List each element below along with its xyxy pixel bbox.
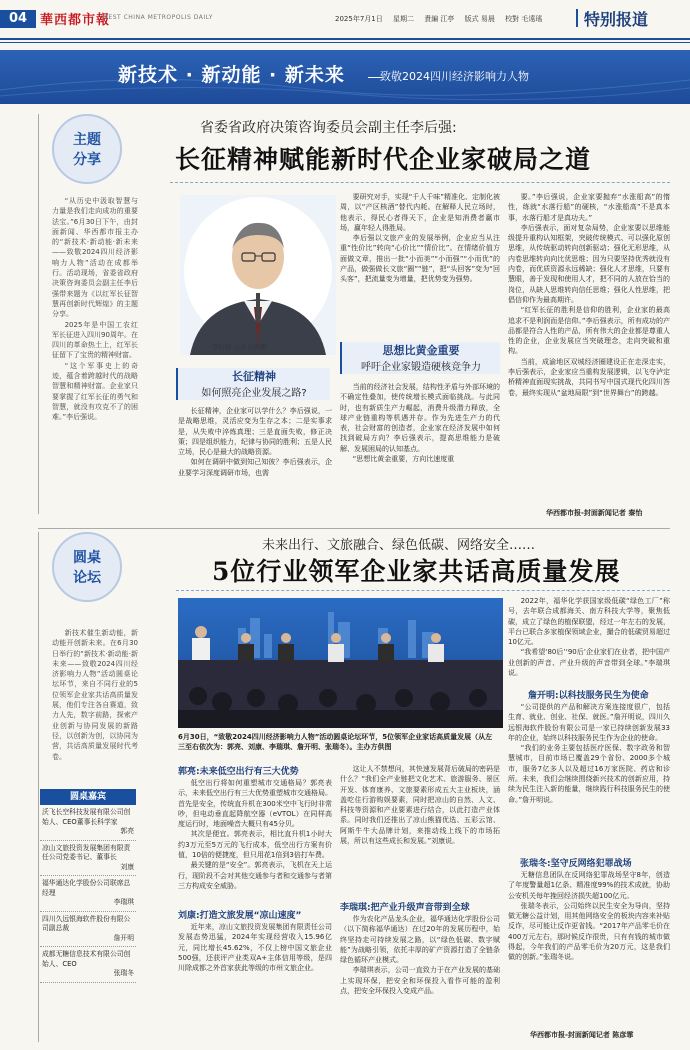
subhead-box-2 (340, 342, 500, 374)
section-heading-1: 郭亮:未来低空出行有三大优势 (178, 767, 299, 777)
guest-name: 张瑞冬 (113, 969, 134, 977)
section-body-3 (340, 914, 500, 1042)
forum-badge-line1: 圆桌 (73, 550, 101, 566)
topic-badge-line2: 分享 (73, 152, 101, 168)
intro-paragraph: “从历史中汲取智慧与力量是我们走向成功的重要法宝。”6月30日下午，由封面新闻、华西都市报主办的“新技术·新动能·新未来——致敬2024四川经济影响力人物”活动在成都举行。活动现场，省委省政府决策咨询委员会副主任李后强带来题为《以红军长征智慧再创新时代辉煌》的主题分享。 (52, 197, 138, 319)
body-paragraph: 近年来，凉山文旅投资发展集团有限责任公司发展态势迅猛，2024年实现经营收入15.96亿元，同比增长45.62%，不仅上榜中国文旅企业500强，还获评产业类双A+主体信用等级，是四川除成都之外首家获此等级的市州文旅企业。 (178, 923, 332, 973)
article2-credit: 华西都市报-封面新闻记者 陈彦霏 (530, 1031, 634, 1039)
guest-org: 凉山文旅投资发展集团有限责任公司党委书记、董事长 (42, 843, 131, 861)
theme-banner (0, 50, 690, 104)
guest-item (40, 947, 136, 983)
body-paragraph: 当前的经济社会发展，结构性矛盾与外部环境的不确定性叠加，使传统增长模式面临挑战。与此同时，也有新质生产力崛起，消费升级潜力释放，全球产业链重构等机遇并存。作为先进生产力的代表，社会财富的创造者，企业家在经济发展中如何找到破局方向？李后强表示，提高思维能力是破解、发展困局的认知基点。 (340, 383, 500, 453)
guest-org: 福华通达化学股份公司联席总经理 (42, 879, 131, 897)
body-paragraph: 李瑞琪表示，公司一直致力于在产业发展的基础上实现环保，把安全和环保投入看作可能的盈利点，把安全环保投入变成产品。 (340, 966, 500, 996)
left-rule (38, 114, 39, 514)
guest-item (40, 876, 136, 912)
body-paragraph: 李后强表示，面对复杂局势，企业家要以思维能级提升重构认知框架，突破传统模式、可以强化原创思维，从传统驱动转向创新驱动；强化无形思维，从内卷思维转向向比优思维；因为只要坚持优秀就没有内卷，而优质资源永远稀缺；强化人才思维，只要有慧眼，善于发现和使用人才，把不同的人放在恰当的岗位，从缺人思维转向信任思维；强化人性思维，把倡信仰作为最高期许。 (508, 223, 670, 304)
section-title: 特别报道 (584, 10, 649, 29)
header-editor: 責編 江亭 (424, 15, 455, 23)
header-design: 版式 易晨 (464, 15, 495, 23)
article2-title: 5位行业领军企业家共话高质量发展 (212, 557, 621, 586)
guest-org: 四川久远银海软件股份有限公司副总裁 (42, 914, 131, 932)
section-body-5 (508, 870, 670, 1020)
topic-badge-line1: 主题 (73, 132, 101, 148)
portrait-caption: 李后强 主办方供图 (212, 343, 267, 351)
body-paragraph: 要研究对手，实现“千人千味”精准化、定制化被周，以“产区核酒”替代内耗。在解释人民立场时，他表示，得民心者得天下，企业是知消费者赢市场，赢年轻人得胜局。 (340, 193, 500, 232)
guest-list-title: 圆桌嘉宾 (40, 789, 136, 805)
header-rule (0, 38, 690, 40)
section-divider (576, 9, 578, 27)
topic-badge (52, 114, 122, 184)
article1-col3b (340, 382, 500, 522)
body-paragraph: “公司提供的产品和解决方案连接度很广，包括生育、就业、创业、社保、就医。”詹开明说，四川久远银海软件股份有限公司是一家已持续创新发展33年的企业，始终以科技服务民生作为企业的使命。 (508, 703, 670, 742)
page-number: 04 (0, 10, 36, 28)
section-body-2-cont (340, 764, 500, 896)
article1-intro (52, 196, 138, 520)
forum-badge-line2: 论坛 (73, 570, 101, 586)
header-date: 2025年7月1日 (335, 15, 383, 23)
body-paragraph: 当前，成渝地区双城经济圈建设正在走深走实，李后强表示，企业家应当重构发展逻辑，以飞夺泸定桥精神直面现实挑战，共同书写中国式现代化四川答卷，最终实现从“盆地局限”到“世界舞台”的跨越。 (508, 357, 670, 397)
guest-org: 成都无糖信息技术有限公司创始人、CEO (42, 950, 131, 968)
body-paragraph: 其次是便宜。郭亮表示，相比直升机1小时大约3万元至5万元的飞行成本，低空出行方案有价值，10倍的便捷度，但只用花1倍到3倍打车费。 (178, 830, 332, 860)
banner-pattern (0, 50, 690, 104)
body-paragraph: 无糖信息团队在反网络犯罪战场坚守8年，创造了年度警量超1亿条、精准度99%的技术成就，协助公安机关每年挽回经济损失超100亿元。 (508, 871, 670, 900)
guest-name: 郭亮 (120, 827, 134, 835)
forum-photo-caption: 6月30日，“致敬2024四川经济影响力人物”活动圆桌论坛环节，5位领军企业家话高质量发展（从左三至右依次为：郭亮、刘康、李瑞琪、詹开明、张瑞冬）。主办方供图 (178, 733, 493, 751)
forum-illustration (178, 598, 503, 728)
newspaper-logo-en: WEST CHINA METROPOLIS DAILY (102, 14, 213, 21)
body-paragraph: “我们的业务主要包括医疗医保、数字政务和智慧城市，目前市场已覆盖29个省份、2000多个城市，服务7亿多人以及超过16万家医院、药店和诊所。未来，我们会继续围绕新兴技术的创新应用，持续为民生注入新的能量，继续践行科技服务民生的使命。”詹开明说。 (508, 744, 670, 804)
body-paragraph: 这让人不禁想问，其快速发展背后破局的密码是什么？“我们全产业链把文化艺术、旅游服务、景区开发、体育康养、文旅要素形成五大主业板块，涵盖吃住行游购娱要素，同时把凉山的自然、人文、科技等资源和产业要素进行结合，以此打造产业体系。同时我们还推出了凉山熊猫优选、五彩云馆、阿斯牛牛大品牌计划，来推动线上线下的市场拓展，所以有这些成长和发展。”刘康说。 (340, 765, 500, 846)
header-meta (335, 14, 550, 24)
header-rule-thin (0, 42, 690, 43)
body-paragraph: 长征精神，企业家可以学什么？李后强说，一是战略思维，灵活应变为生存之本；二是实事求是，从失败中淬炼真理；三是直面失败，修正决策；四是组织能力，纪律与协同的胜利；五是人民立场，民心是最大的战略资源。 (178, 407, 332, 457)
section-heading-2: 刘康:打造文旅发展“凉山速度” (178, 911, 302, 921)
title-rule-2 (176, 590, 670, 591)
body-paragraph: 作为农化产品龙头企业，福华通达化学股份公司（以下简称福华通达）在过20年的发展历程中，始终坚持走可持续发展之路，以“绿色低碳、数字赋能”为战略引领，依托丰厚的矿产资源打造了全链条绿色循环产业模式。 (340, 915, 500, 965)
article1-col3 (340, 192, 500, 336)
guest-item (40, 841, 136, 877)
header-proof: 校對 毛遠瑤 (505, 15, 543, 23)
body-paragraph: 2022年，福华化学获国家级低碳“绿色工厂”称号，去年联合成都海关、南方科技大学等，聚焦低碳，成立了绿色的植保联盟，经过一年左右的发展，平台已联合多家植保领域企业，撮合的低碳贸易超过10亿元。 (508, 597, 670, 647)
guest-item (40, 805, 136, 841)
banner-title: 新技术 · 新动能 · 新未来 (118, 64, 345, 86)
body-paragraph: “我希望‘80后’‘90后’企业家们在业者，把中国产业创新的声音、产业升级的声音带到全球。”李瑞琪说。 (508, 648, 670, 678)
intro-paragraph: 新技术催生新动能，新动能开创新未来。在6月30日举行的“新技术·新动能·新未来——致敬2024四川经济影响力人物”活动圆桌论坛环节，来自不同行业的5位领军企业家共话高质量发展，他们专注各自赛道，致力人先，数字前路，探索产业创新与协同发展的新路径，以创新为创，以协同为营，共话高质量发展时代考卷。 (52, 629, 138, 761)
page-header (0, 0, 690, 38)
guest-name: 詹开明 (113, 933, 134, 942)
section-body-4 (508, 702, 670, 852)
subhead-1-sub: 如何照亮企业发展之路? (201, 388, 307, 399)
article2-intro (52, 628, 138, 780)
body-paragraph: 张瑞冬表示，公司始终以民生安全为导向，坚持做无糖公益计划，用其他网络安全的板块内容来补贴反诈，尽可能让反诈更省钱。“2017年产品零毛价在400万元左右，那时候反诈很贵，只有有钱的城市做得起，今年我们的产品零毛价为20万元，这是我们做的创新。”张瑞冬说。 (508, 901, 670, 962)
subhead-box-1 (176, 368, 330, 400)
body-paragraph: “思想比黄金重要，方向比速度重 (352, 455, 455, 464)
article1-title: 长征精神赋能新时代企业家破局之道 (175, 145, 592, 174)
banner-subtitle: 致敬2024四川经济影响力人物 (380, 70, 529, 83)
section-heading-3: 李瑞琪:把产业升级声音带到全球 (340, 903, 470, 913)
article1-subtitle: 省委省政府决策咨询委员会副主任李后强: (200, 120, 457, 136)
title-rule (170, 182, 670, 183)
body-paragraph: 要。”李后强说，企业家要抛弃“水涨船高”的惰性，练就“水落行船”的硬核，“水涨船高”不是真本事，水落行船才是真功夫。” (508, 193, 670, 222)
article1-col4 (508, 192, 670, 502)
section-heading-4: 詹开明:以科技服务民生为使命 (528, 691, 649, 701)
section-heading-5: 张瑞冬:坚守反网络犯罪战场 (520, 859, 632, 869)
article2-subtitle: 未来出行、文旅融合、绿色低碳、网络安全…… (262, 538, 536, 553)
guest-org: 沃飞长空科技发展有限公司创始人、CEO董事长科学家 (42, 808, 131, 826)
subhead-2-title: 思想比黄金重要 (382, 344, 460, 357)
header-weekday: 星期二 (392, 15, 414, 23)
subhead-2-sub: 呼吁企业家锻造硬核竞争力 (361, 362, 481, 373)
body-paragraph: 低空出行将如何重塑城市交通格局？郭亮表示，未来低空出行有三大优势重塑城市交通格局。首先是安全，传统直升机在300米空中飞行时非常吵，但电动垂直起降航空器（eVTOL）在同样高度运行时，地面噪音大概只有45分贝。 (178, 779, 332, 829)
body-paragraph: 李后强以文旅产业的发展举例，企业应当从注重“性价比”转向“心价比”“情价比”。在情绪价值方面做文章，推出一批“小而美”“小而强”“小而优”的产品，做强做长文旅“圈”“链”，把“头回客”变为“回头客”，把流量变为增量，把优势变为强势。 (340, 234, 500, 284)
intro-paragraph: 2025年是中国工农红军长征进入四川90周年。在四川的革命热土上，红军长征留下了宝贵的精神财富。 (52, 320, 138, 360)
portrait-photo (180, 195, 336, 355)
article1-credit: 华西都市报-封面新闻记者 秦怡 (546, 509, 643, 517)
forum-badge (52, 532, 122, 602)
body-paragraph: 最关键的是“安全”。郭亮表示，飞机在天上运行，现阶段不会对其他交通参与者和交通参与者第三方构成安全威胁。 (178, 861, 332, 890)
portrait-illustration (180, 195, 336, 355)
section-rule (38, 528, 670, 529)
section-body-3-cont (508, 596, 670, 684)
body-paragraph: 如何在调研中做到知己知彼？李后强表示，企业要学习深度调研市场，也需 (178, 458, 332, 477)
guest-name: 李瑞琪 (113, 898, 134, 906)
guest-item (40, 912, 136, 948)
left-rule-2 (38, 532, 39, 1042)
section-body-1 (178, 778, 332, 902)
newspaper-logo: 華西都市報 (40, 13, 111, 28)
subhead-1-title: 长征精神 (232, 370, 276, 383)
forum-photo (178, 598, 503, 728)
body-paragraph: “红军长征的胜利是信仰的胜利，企业家的最高追求不是利润而是信仰。”李后强表示，所有成功的产品都是符合人性的产品，所有伟大的企业都是尊重人性的企业，企业发展应当突破理念，走向突破和重构。 (508, 306, 670, 356)
guest-name: 刘康 (120, 862, 134, 871)
section-body-2 (178, 922, 332, 1042)
guest-list (40, 789, 136, 983)
intro-paragraph: “这个军事史上的奇迹，蕴含着跨越时代的战略智慧和精神财富。企业家只要掌握了红军长征的勇气和智慧，就没有攻克不了的困难。”李后强说。 (52, 361, 138, 422)
article1-col2 (178, 406, 332, 520)
